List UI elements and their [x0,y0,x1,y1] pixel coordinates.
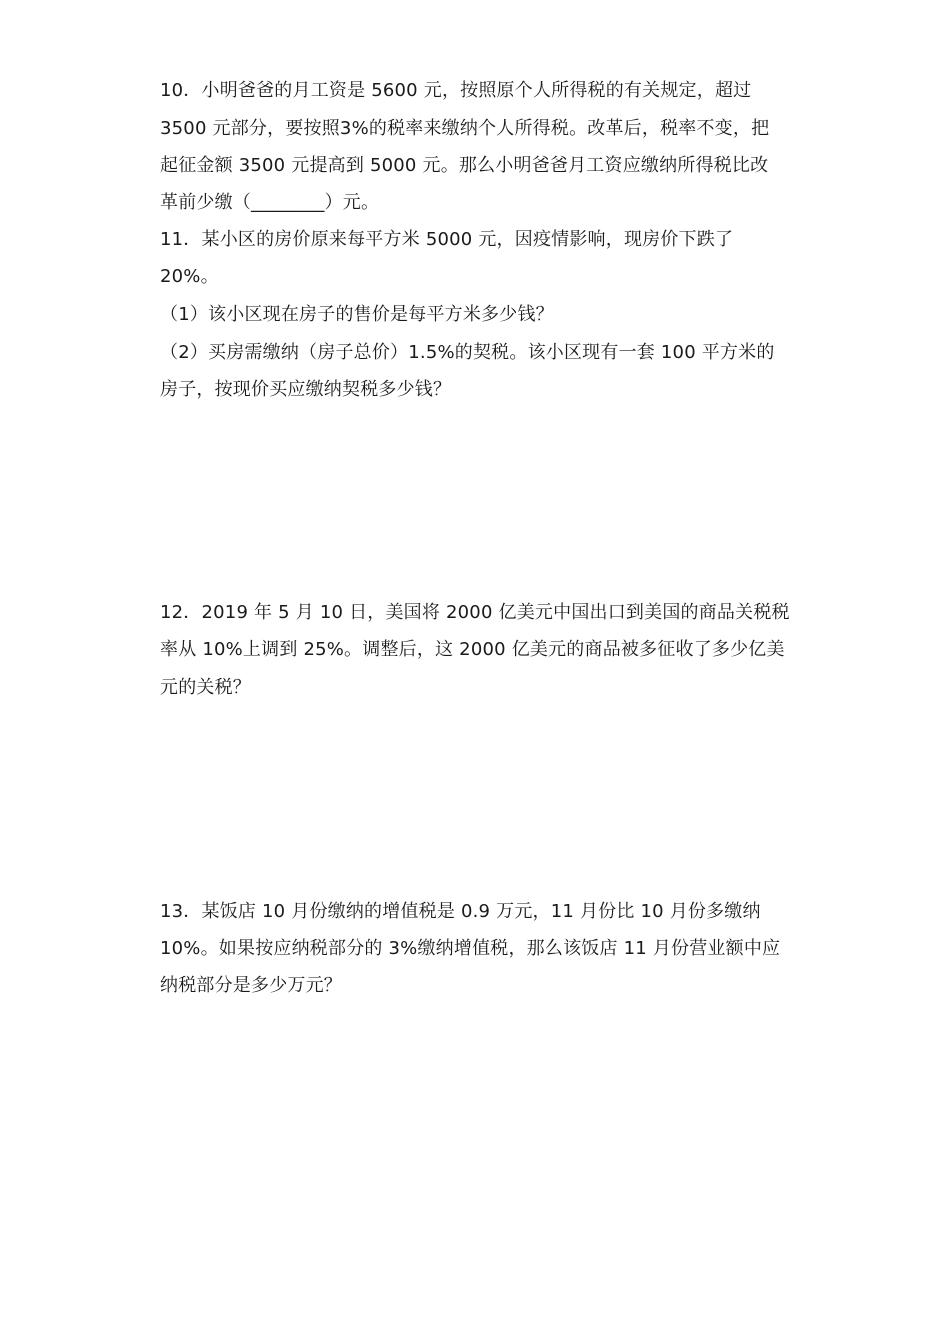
question-10-line-4: 革前少缴（________）元。 [160,192,380,213]
question-10-line-3: 起征金额 3500 元提高到 5000 元。那么小明爸爸月工资应缴纳所得税比改 [160,155,769,176]
question-13-line-3: 纳税部分是多少万元？ [160,975,342,996]
question-11-line-1: 11．某小区的房价原来每平方米 5000 元，因疫情影响，现房价下跌了 [160,229,734,250]
question-12-line-3: 元的关税？ [160,677,251,698]
question-13-line-1: 13．某饭店 10 月份缴纳的增值税是 0.9 万元，11 月份比 10 月份多缴纳 [160,901,761,922]
question-11-sub-2-line-1: （2）买房需缴纳（房子总价）1.5%的契税。该小区现有一套 100 平方米的 [160,342,775,363]
question-11-sub-1: （1）该小区现在房子的售价是每平方米多少钱？ [160,304,554,325]
question-10-line-1: 10．小明爸爸的月工资是 5600 元，按照原个人所得税的有关规定，超过 [160,80,752,101]
question-12-line-2: 率从 10%上调到 25%。调整后，这 2000 亿美元的商品被多征收了多少亿美 [160,639,785,660]
question-10-line-2: 3500 元部分，要按照3%的税率来缴纳个人所得税。改革后，税率不变，把 [160,118,770,139]
question-13-line-2: 10%。如果按应纳税部分的 3%缴纳增值税，那么该饭店 11 月份营业额中应 [160,938,781,959]
question-11-sub-2-line-2: 房子，按现价买应缴纳契税多少钱？ [160,379,452,400]
question-11-line-2: 20%。 [160,266,219,287]
question-12-line-1: 12．2019 年 5 月 10 日，美国将 2000 亿美元中国出口到美国的商品关税税 [160,602,790,623]
